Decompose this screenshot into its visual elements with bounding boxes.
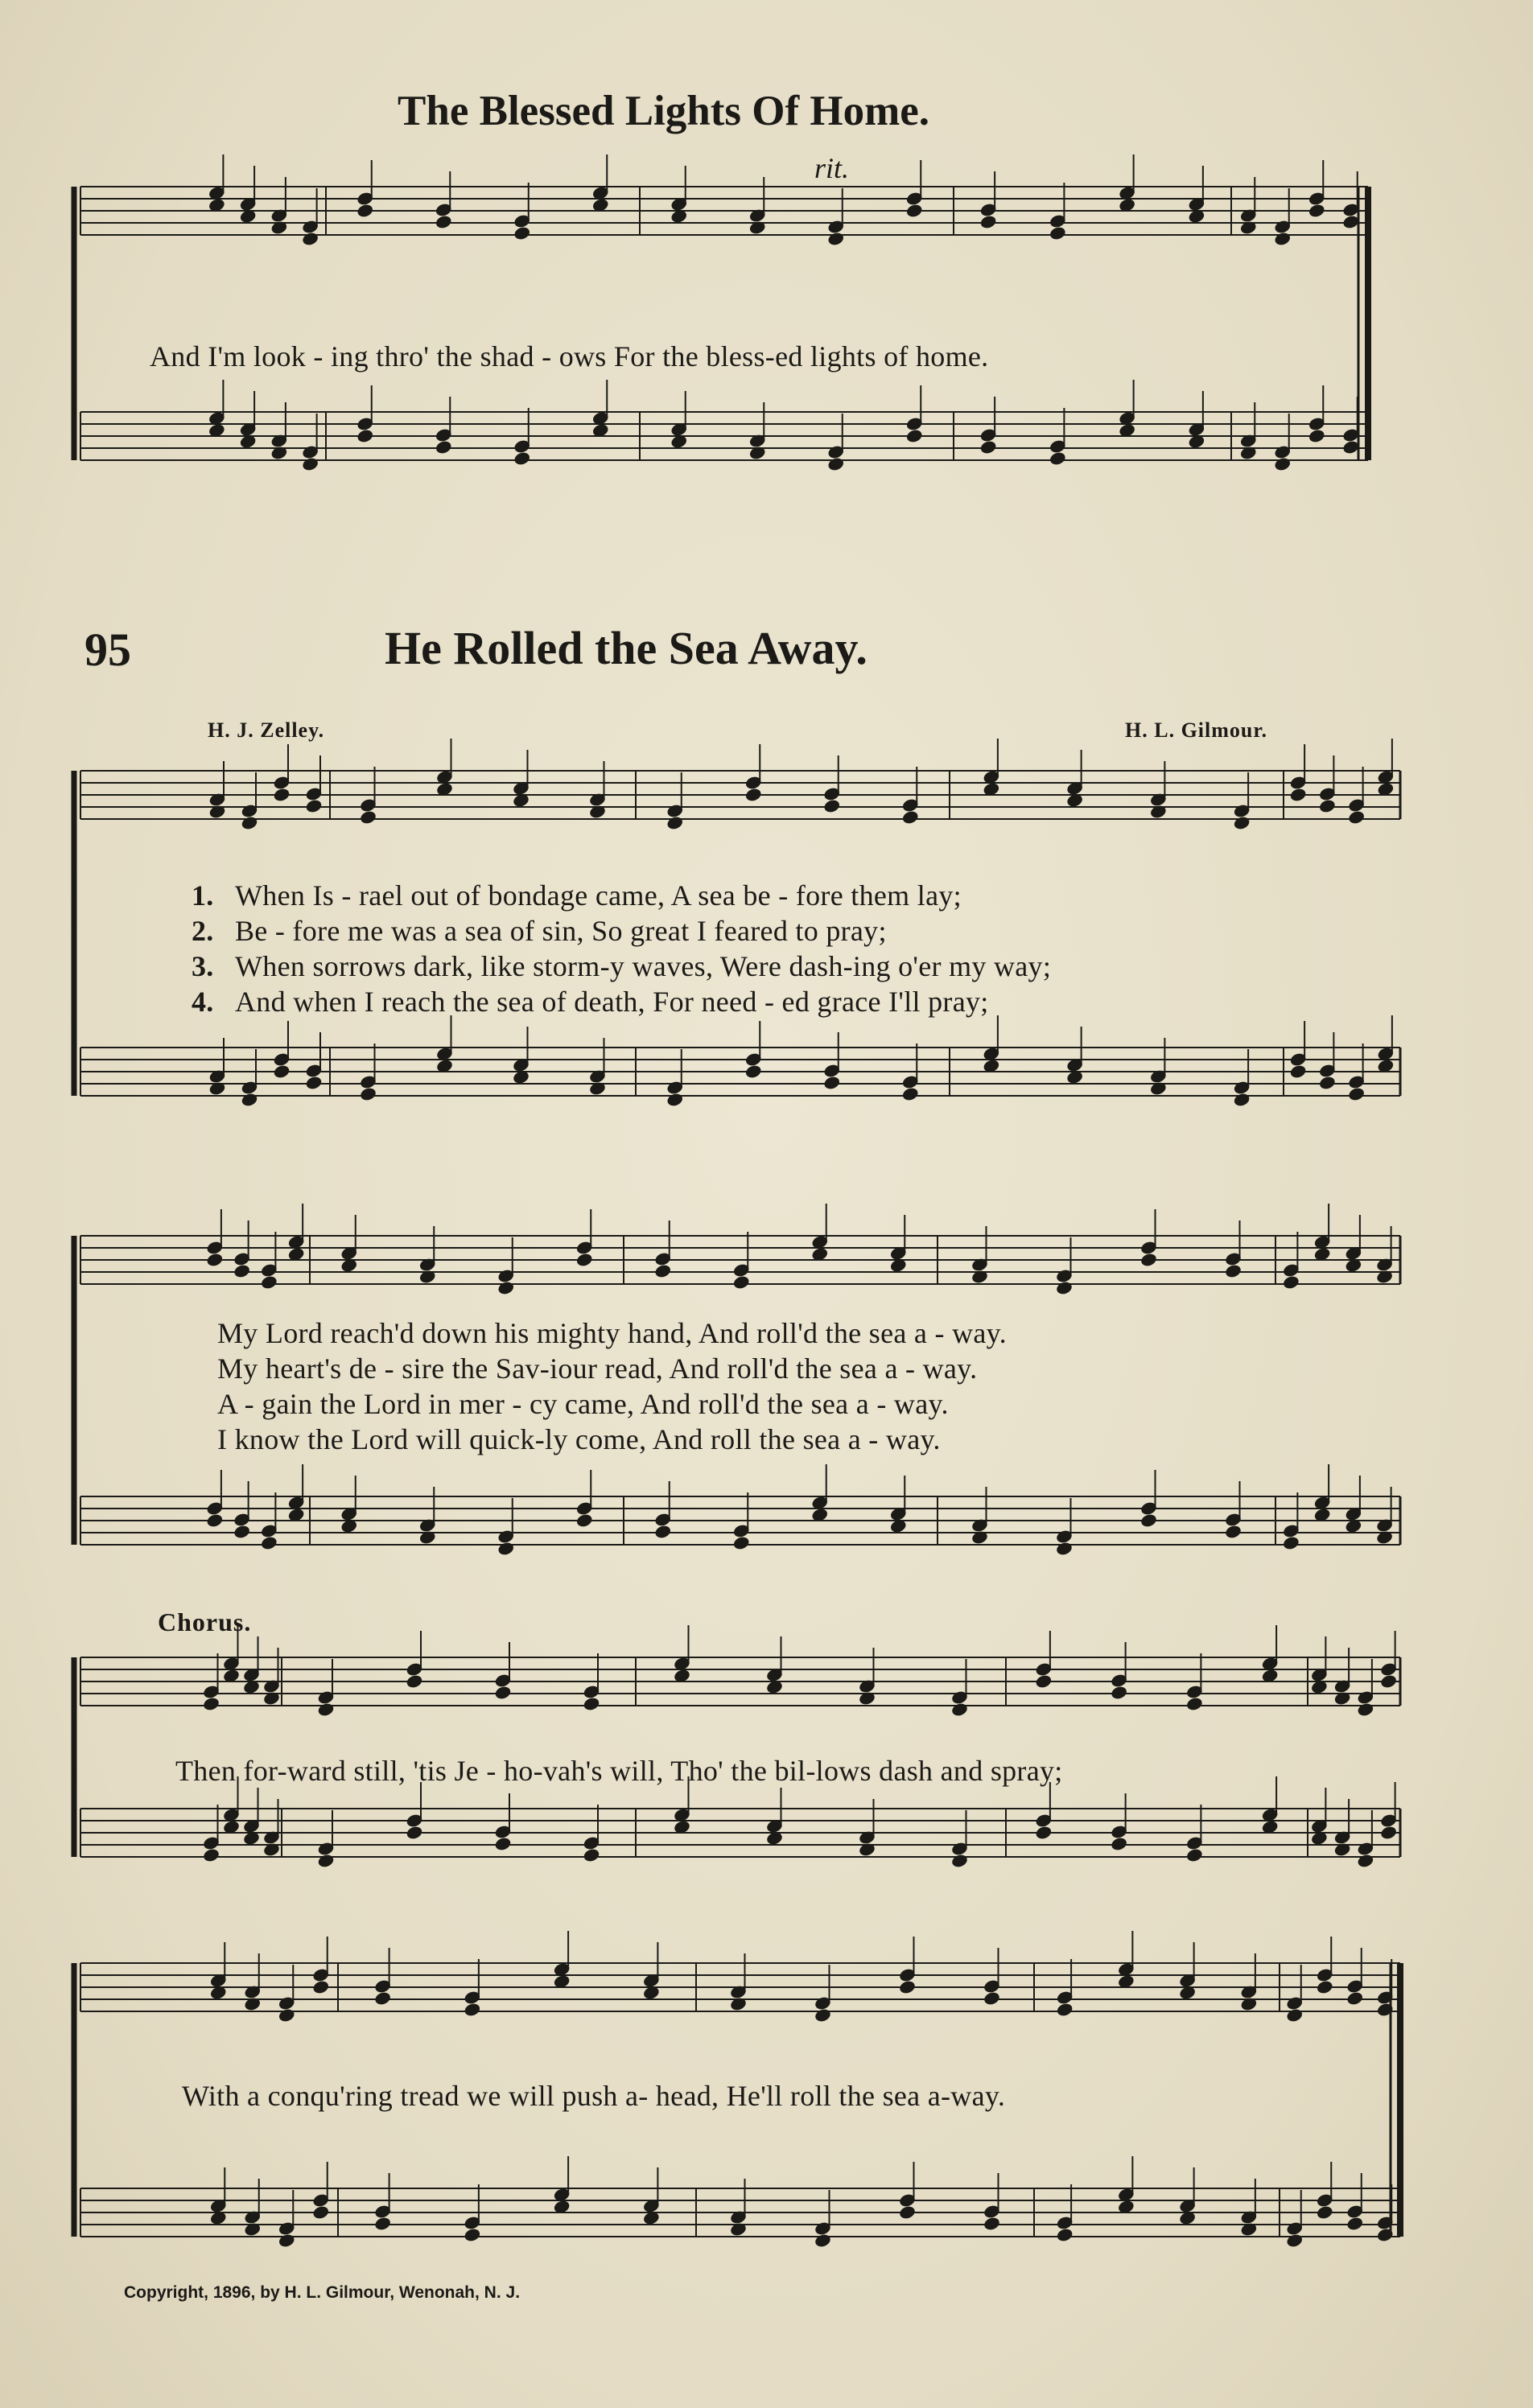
verse-1-line-b: My Lord reach'd down his mighty hand, And roll'd the sea a - way.: [217, 1317, 1007, 1349]
notehead: [203, 1848, 220, 1863]
notehead: [654, 1525, 671, 1539]
verse-4-line-b: I know the Lord will quick-ly come, And roll the sea a - way.: [217, 1423, 941, 1455]
notehead: [576, 1253, 593, 1267]
prev-hymn-title: The Blessed Lights Of Home.: [398, 88, 930, 134]
notehead: [305, 799, 322, 813]
notehead: [1348, 1087, 1365, 1101]
notehead: [356, 204, 373, 218]
notehead: [1111, 1837, 1127, 1851]
notehead: [203, 1697, 220, 1711]
notehead: [902, 1087, 919, 1101]
notehead: [494, 1837, 511, 1851]
notehead: [261, 1536, 278, 1550]
notehead: [1140, 1513, 1157, 1528]
notehead: [261, 1275, 278, 1290]
notehead: [273, 788, 290, 802]
notehead: [1056, 2228, 1073, 2242]
notehead: [823, 799, 840, 813]
notehead: [497, 1281, 514, 1295]
notehead: [1346, 2217, 1363, 2231]
notehead: [406, 1674, 422, 1689]
notehead: [733, 1275, 750, 1290]
notehead: [1186, 1848, 1203, 1863]
notehead: [435, 440, 452, 455]
verse-4-line-a: 4. And when I reach the sea of death, For need - ed grace I'll pray;: [192, 986, 989, 1018]
notehead: [1346, 1991, 1363, 2006]
notehead: [1357, 1854, 1374, 1868]
notehead: [374, 1991, 391, 2006]
notehead: [1342, 440, 1359, 455]
notehead: [1111, 1686, 1127, 1700]
notehead: [494, 1686, 511, 1700]
prev-hymn-lyric: And I'm look - ing thro' the shad - ows For the bless-ed lights of home.: [150, 340, 989, 373]
notehead: [464, 2003, 480, 2017]
notehead: [899, 1980, 916, 1994]
notehead: [576, 1513, 593, 1528]
notehead: [1186, 1697, 1203, 1711]
notehead: [360, 810, 377, 825]
notehead: [654, 1264, 671, 1278]
notehead: [1049, 226, 1066, 241]
notehead: [814, 2008, 831, 2023]
notehead: [1380, 1674, 1397, 1689]
notehead: [823, 1076, 840, 1090]
copyright-notice: Copyright, 1896, by H. L. Gilmour, Wenonah, N. J.: [124, 2283, 521, 2302]
notehead: [241, 816, 258, 830]
notehead: [1274, 457, 1291, 471]
notehead: [497, 1542, 514, 1556]
chorus-line-2: With a conqu'ring tread we will push a- head, He'll roll the sea a-way.: [182, 2080, 1006, 2112]
notehead: [814, 2233, 831, 2248]
notehead: [1319, 1076, 1336, 1090]
notehead: [1035, 1674, 1052, 1689]
notehead: [733, 1536, 750, 1550]
notehead: [1317, 1980, 1333, 1994]
notehead: [1140, 1253, 1157, 1267]
notehead: [1283, 1275, 1300, 1290]
notehead: [745, 788, 762, 802]
notehead: [406, 1826, 422, 1840]
notehead: [464, 2228, 480, 2242]
notehead: [513, 451, 530, 466]
verse-2-line-b: My heart's de - sire the Sav-iour read, And roll'd the sea a - way.: [217, 1352, 978, 1385]
notehead: [317, 1702, 334, 1717]
notehead: [1286, 2233, 1303, 2248]
lyricist-credit: H. J. Zelley.: [208, 718, 325, 742]
notehead: [827, 232, 844, 246]
notehead: [374, 2217, 391, 2231]
notehead: [951, 1854, 968, 1868]
notehead: [1283, 1536, 1300, 1550]
notehead: [1380, 1826, 1397, 1840]
hymn-title: He Rolled the Sea Away.: [385, 622, 867, 674]
notehead: [827, 457, 844, 471]
notehead: [305, 1076, 322, 1090]
notehead: [899, 2205, 916, 2220]
notehead: [206, 1253, 223, 1267]
chorus-line-1: Then for-ward still, 'tis Je - ho-vah's will, Tho' the bil-lows dash and spray;: [175, 1755, 1063, 1787]
notehead: [302, 457, 319, 471]
notehead: [1286, 2008, 1303, 2023]
composer-credit: H. L. Gilmour.: [1125, 718, 1268, 742]
notehead: [906, 204, 923, 218]
notehead: [1049, 451, 1066, 466]
notehead: [1308, 204, 1325, 218]
notehead: [902, 810, 919, 825]
notehead: [435, 215, 452, 229]
notehead: [1056, 1281, 1073, 1295]
notehead: [583, 1848, 600, 1863]
notehead: [312, 1980, 329, 1994]
notehead: [278, 2008, 295, 2023]
notehead: [1274, 232, 1291, 246]
notehead: [233, 1264, 250, 1278]
hymn-number: 95: [84, 624, 131, 676]
staff-systems: [74, 154, 1400, 2248]
notehead: [356, 429, 373, 443]
notehead: [745, 1064, 762, 1079]
notehead: [302, 232, 319, 246]
notehead: [1056, 2003, 1073, 2017]
notehead: [983, 1991, 1000, 2006]
tempo-marking: rit.: [814, 152, 850, 184]
notehead: [360, 1087, 377, 1101]
notehead: [979, 440, 996, 455]
notehead: [317, 1854, 334, 1868]
notehead: [312, 2205, 329, 2220]
notehead: [1035, 1826, 1052, 1840]
notehead: [983, 2217, 1000, 2231]
notehead: [513, 226, 530, 241]
notehead: [583, 1697, 600, 1711]
notehead: [979, 215, 996, 229]
notehead: [666, 1093, 683, 1107]
verse-2-line-a: 2. Be - fore me was a sea of sin, So great I feared to pray;: [192, 915, 887, 947]
notehead: [241, 1093, 258, 1107]
notehead: [1289, 1064, 1306, 1079]
notehead: [1233, 1093, 1250, 1107]
verse-3-line-b: A - gain the Lord in mer - cy came, And roll'd the sea a - way.: [217, 1388, 949, 1420]
notehead: [1348, 810, 1365, 825]
notehead: [1225, 1264, 1242, 1278]
notehead: [278, 2233, 295, 2248]
notehead: [1319, 799, 1336, 813]
notehead: [1056, 1542, 1073, 1556]
notehead: [1342, 215, 1359, 229]
notehead: [906, 429, 923, 443]
notehead: [1289, 788, 1306, 802]
notehead: [1225, 1525, 1242, 1539]
verse-1-line-a: 1. When Is - rael out of bondage came, A sea be - fore them lay;: [192, 879, 962, 912]
notehead: [1308, 429, 1325, 443]
chorus-label: Chorus.: [158, 1607, 252, 1636]
notehead: [273, 1064, 290, 1079]
notehead: [951, 1702, 968, 1717]
notehead: [1317, 2205, 1333, 2220]
verse-3-line-a: 3. When sorrows dark, like storm-y waves, Were dash-ing o'er my way;: [192, 950, 1052, 982]
notehead: [1233, 816, 1250, 830]
notehead: [666, 816, 683, 830]
notehead: [1357, 1702, 1374, 1717]
notehead: [206, 1513, 223, 1528]
notehead: [233, 1525, 250, 1539]
